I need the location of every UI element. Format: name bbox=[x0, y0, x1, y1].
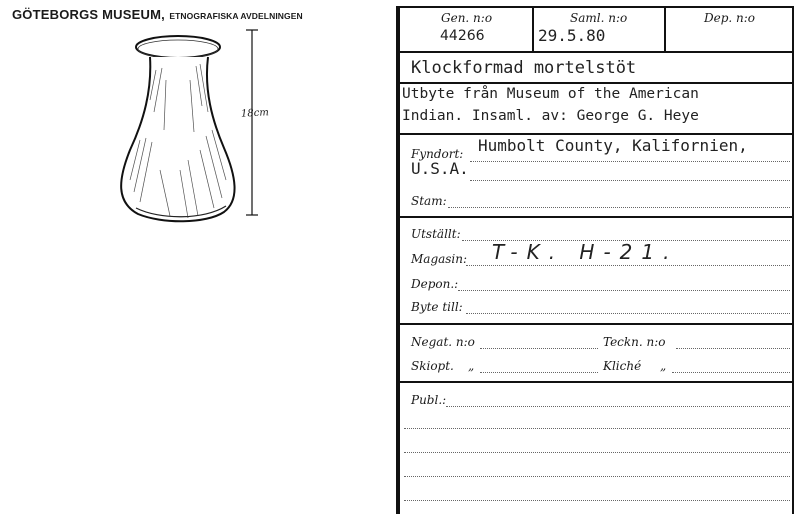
publ-dotline bbox=[404, 452, 790, 453]
magasin-value: T-K. H-21. bbox=[492, 240, 679, 264]
byte-rule bbox=[400, 323, 794, 325]
publ-dotline bbox=[446, 406, 790, 407]
saml-number-value: 29.5.80 bbox=[538, 26, 606, 45]
teckn-dotline bbox=[676, 348, 790, 349]
department-name: ETNOGRAFISKA AVDELNINGEN bbox=[169, 11, 303, 21]
fyndort-dotline bbox=[470, 161, 790, 162]
fyndort-line-1: Humbolt County, Kalifornien, bbox=[478, 136, 748, 155]
measurement-label: 18cm bbox=[240, 107, 270, 120]
skiopt-label: Skiopt. bbox=[411, 359, 454, 373]
header-separator bbox=[664, 6, 666, 51]
stam-label: Stam: bbox=[411, 194, 447, 208]
magasin-label: Magasin: bbox=[411, 252, 468, 266]
bell-shaped-mortar-sketch-icon bbox=[100, 20, 290, 230]
fyndort-label: Fyndort: bbox=[411, 147, 464, 161]
publ-label: Publ.: bbox=[411, 393, 447, 407]
stam-dotline bbox=[448, 207, 790, 208]
gen-number-label: Gen. n:o bbox=[441, 11, 493, 25]
byte-till-dotline bbox=[466, 313, 790, 314]
museum-name: GÖTEBORGS MUSEUM, bbox=[12, 7, 165, 22]
kliche-label: Kliché bbox=[603, 359, 642, 373]
byte-till-label: Byte till: bbox=[411, 300, 463, 314]
fyndort-line-2: U.S.A. bbox=[411, 159, 469, 178]
negat-dotline bbox=[480, 348, 598, 349]
kliche-ditto: „ bbox=[660, 359, 667, 373]
saml-number-label: Saml. n:o bbox=[570, 11, 628, 25]
publ-dotline bbox=[404, 476, 790, 477]
teckn-number-label: Teckn. n:o bbox=[603, 335, 666, 349]
header-separator bbox=[532, 6, 534, 51]
photo-rule bbox=[400, 381, 794, 383]
skiopt-ditto: „ bbox=[468, 359, 475, 373]
description-line-1: Utbyte från Museum of the American bbox=[402, 86, 699, 102]
magasin-dotline bbox=[466, 265, 790, 266]
card-frame-top bbox=[400, 6, 794, 8]
fyndort-dotline bbox=[470, 180, 790, 181]
depon-dotline bbox=[458, 290, 790, 291]
header-rule bbox=[400, 51, 794, 53]
kliche-dotline bbox=[672, 372, 790, 373]
stam-rule bbox=[400, 216, 794, 218]
dep-number-label: Dep. n:o bbox=[704, 11, 756, 25]
skiopt-dotline bbox=[480, 372, 598, 373]
gen-number-value: 44266 bbox=[440, 28, 485, 44]
description-line-2: Indian. Insaml. av: George G. Heye bbox=[402, 108, 699, 124]
publ-dotline bbox=[404, 500, 790, 501]
description-rule bbox=[400, 133, 794, 135]
publ-dotline bbox=[404, 428, 790, 429]
utstallt-label: Utställt: bbox=[411, 227, 461, 241]
title-rule bbox=[400, 82, 794, 84]
negat-number-label: Negat. n:o bbox=[411, 335, 475, 349]
depon-label: Depon.: bbox=[411, 277, 459, 291]
object-title: Klockformad mortelstöt bbox=[411, 58, 637, 78]
